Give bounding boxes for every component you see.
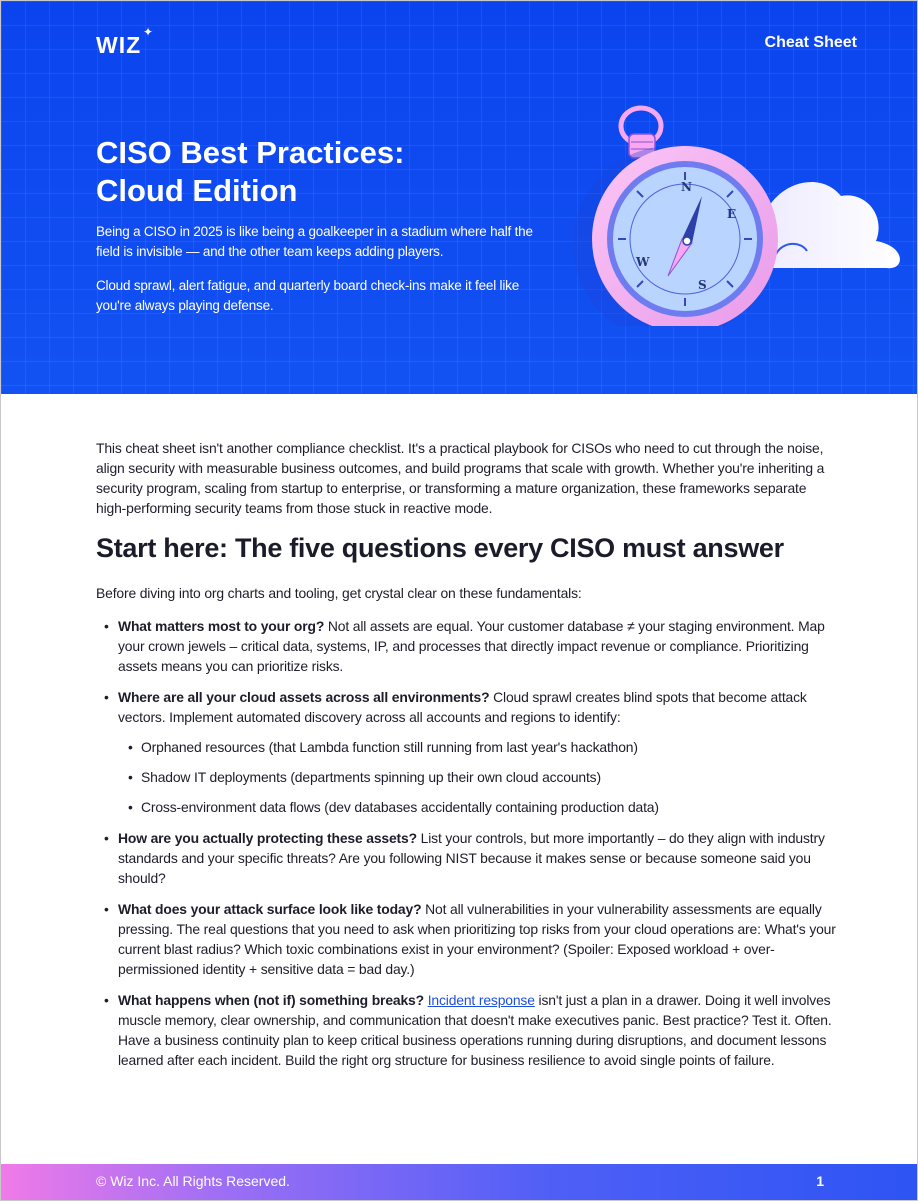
question-text: isn't just a plan in a drawer. Doing it well involves muscle memory, clear ownership, and communication that doesn't make executives panic. Best practice? Test it. Often. Have a business continuity plan to keep critical business operations running during disruptions, and document lessons learned after each incident. Build the right org structure for business resilience to avoid single points of failure. [118,992,832,1068]
copyright-text: © Wiz Inc. All Rights Reserved. [96,1173,290,1189]
sub-list [118,737,836,817]
compass-letter-w: W [636,255,650,269]
hero-banner [1,1,917,394]
sub-list-item: • Orphaned resources (that Lambda function still running from last year's hackathon) [118,737,836,757]
compass-letter-s: S [698,278,707,292]
wiz-logo[interactable]: WIZ [96,32,142,58]
intro-paragraph: This cheat sheet isn't another compliance checklist. It's a practical playbook for CISOs who need to cut through the noise, align security with measurable business outcomes, and build programs that scale with growth. Whether you're inheriting a security program, scaling from startup to enterprise, or transforming a mature organization, these frameworks separate high-performing security teams from those stuck in reactive mode. [96,440,825,516]
list-item [96,687,836,817]
hero-intro-2: Cloud sprawl, alert fatigue, and quarterly board check-ins make it feel like you're always playing defense. [96,278,520,313]
lead-paragraph: Before diving into org charts and tooling, get crystal clear on these fundamentals: [96,585,582,601]
question-heading: Where are all your cloud assets across all environments? [118,689,490,705]
main-content [96,438,836,1081]
sparkle-icon: ✦ [143,25,154,39]
section-heading: Start here: The five questions every CISO must answer [96,533,784,563]
compass-icon [573,108,778,326]
compass-illustration [561,96,911,326]
document-type-label: Cheat Sheet [764,34,857,51]
hero-intro-1: Being a CISO in 2025 is like being a goalkeeper in a stadium where half the field is invisible — and the other team keeps adding players. [96,224,533,259]
question-text: Not all assets are equal. Your customer database ≠ your staging environment. Map your crown jewels – critical data, systems, IP, and processes that directly impact revenue or compliance. Prioritizing assets means you can prioritize risks. [118,618,825,674]
sub-list-item: • Shadow IT deployments (departments spinning up their own cloud accounts) [118,767,836,787]
footer-bar [1,1164,917,1200]
compass-letter-n: N [681,180,692,194]
page-title [96,134,556,210]
question-text: Not all vulnerabilities in your vulnerability assessments are equally pressing. The real questions that you need to ask when prioritizing top risks from your cloud operations are: What's your current blast radius? Which toxic combinations exist in your environment? (Spoiler: Exposed workload + over-permissioned identity + sensitive data = bad day.) [118,901,836,977]
title-line-2: Cloud Edition [96,173,298,208]
list-item [96,828,836,888]
question-heading: What does your attack surface look like today? [118,901,422,917]
incident-response-link[interactable]: Incident response [427,992,535,1008]
list-item [96,990,836,1070]
question-text: Cloud sprawl creates blind spots that become attack vectors. Implement automated discovery across all accounts and regions to identify: [118,689,807,725]
question-heading: How are you actually protecting these assets? [118,830,417,846]
list-item [96,616,836,676]
question-text: List your controls, but more importantly – do they align with industry standards and your specific threats? Are you following NIST because it makes sense or because someone said you should? [118,830,825,886]
question-heading: What happens when (not if) something breaks? [118,992,424,1008]
sub-list-item: • Cross-environment data flows (dev databases accidentally containing production data) [118,797,836,817]
question-heading: What matters most to your org? [118,618,325,634]
compass-letter-e: E [727,207,737,221]
list-item [96,899,836,979]
title-line-1: CISO Best Practices: [96,135,405,170]
questions-list [96,616,836,1070]
page-number: 1 [816,1173,824,1189]
